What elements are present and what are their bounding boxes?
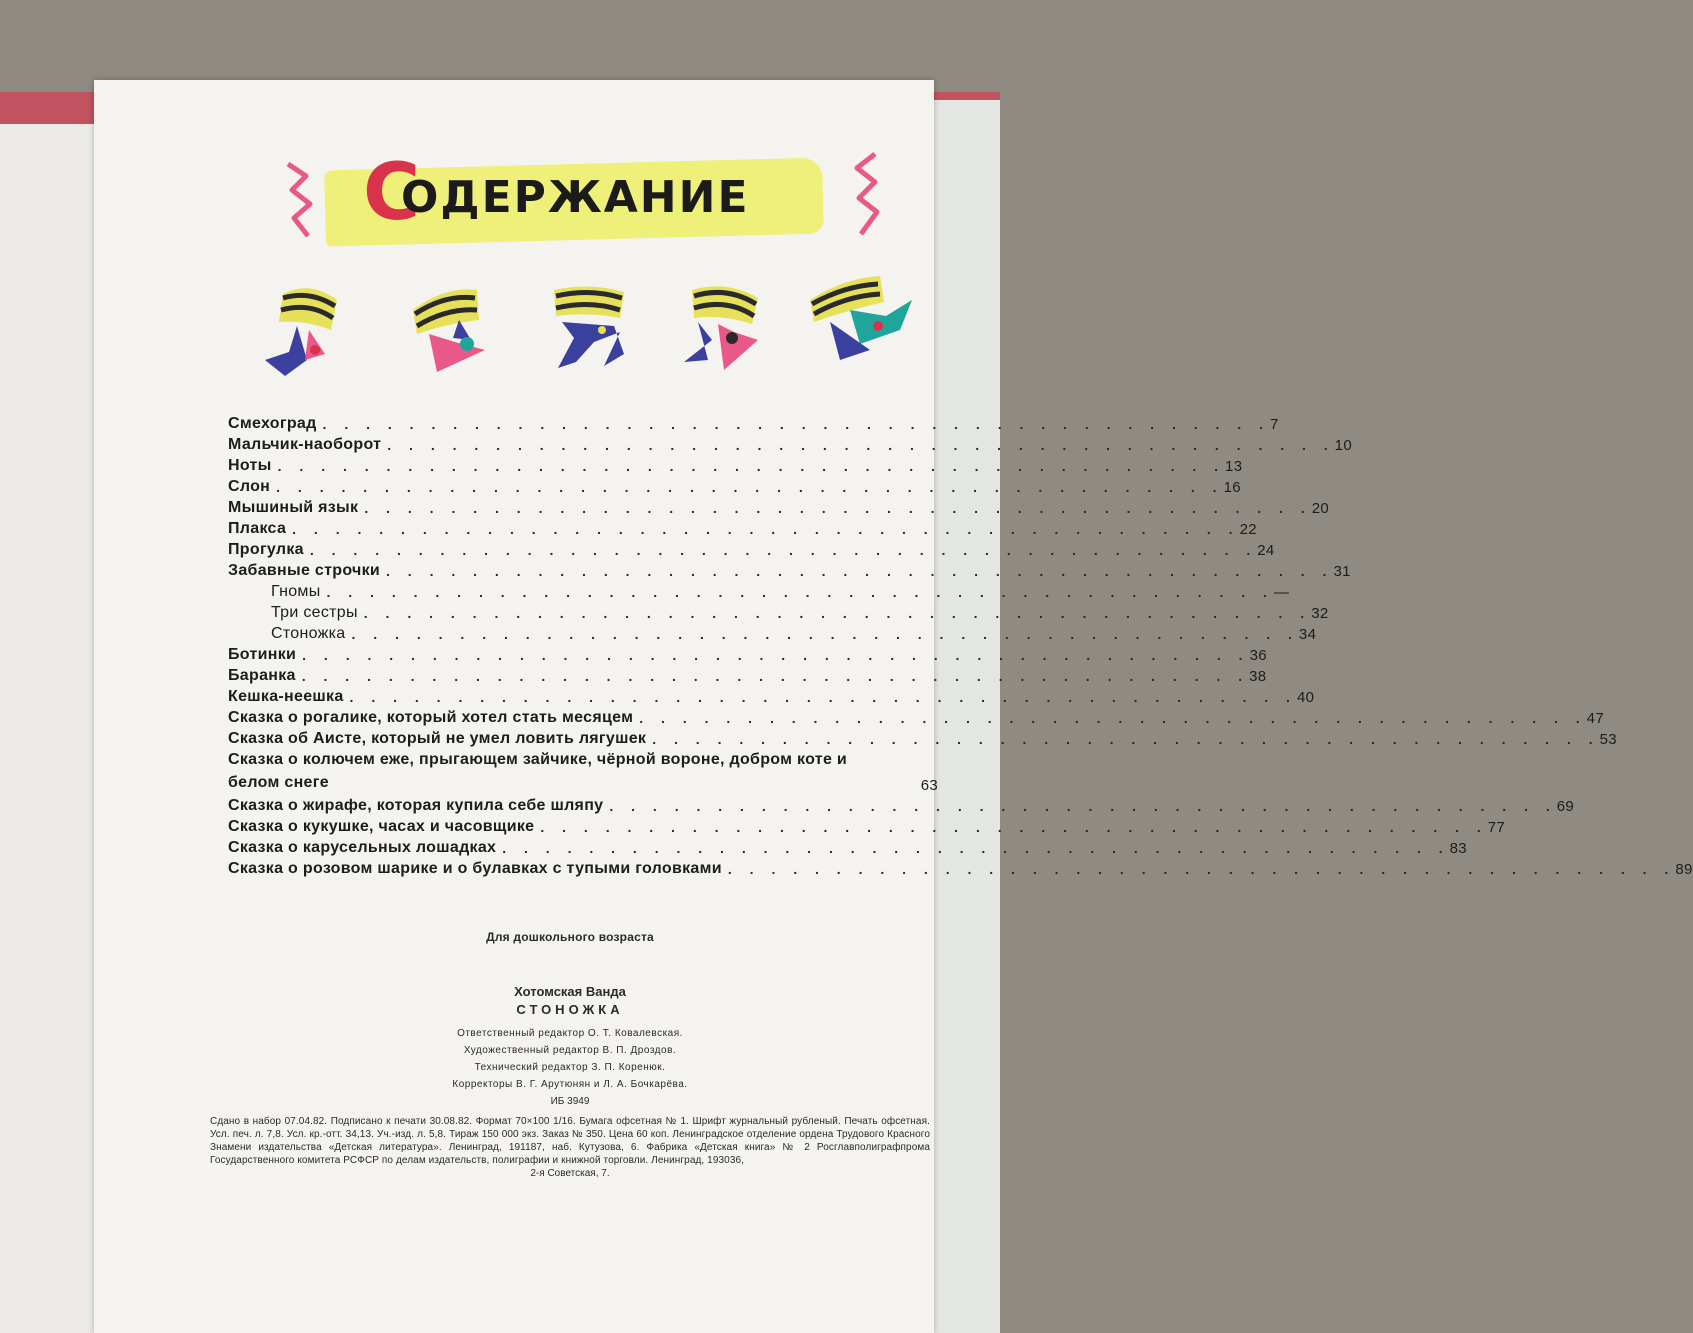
toc-leader-dots: . . . . . . . . . . . . . . . . . . . . . . . . . . . . . . . . . . . . . . . . . . . .	[349, 689, 1297, 705]
toc-entry	[228, 454, 1243, 475]
toc-entry-page: 34	[1298, 626, 1317, 643]
toc-entry	[228, 794, 1575, 815]
toc-leader-dots: . . . . . . . . . . . . . . . . . . . . . . . . . . . . . . . . . . . . . . . . . . . .	[387, 437, 1335, 453]
figure-5-illustration	[800, 270, 920, 370]
toc-entry-title: Плакса	[228, 520, 287, 537]
toc-leader-dots: . . . . . . . . . . . . . . . . . . . . . . . . . . . . . . . . . . . . . . . . . . . .	[386, 563, 1334, 579]
toc-leader-dots: . . . . . . . . . . . . . . . . . . . . . . . . . . . . . . . . . . . . . . . . . . . .	[652, 731, 1600, 747]
toc-entry-title: Три сестры	[271, 604, 358, 621]
toc-leader-dots: . . . . . . . . . . . . . . . . . . . . . . . . . . . . . . . . . . . . . . . . . . . .	[351, 626, 1299, 642]
editor-line: Корректоры В. Г. Арутюнян и Л. А. Бочкарёва.	[452, 1079, 688, 1090]
toc-entry	[228, 433, 1352, 454]
toc-entry-title: Гномы	[271, 583, 321, 600]
toc-leader-dots	[894, 748, 904, 750]
toc-leader-dots: . . . . . . . . . . . . . . . . . . . . . . . . . . . . . . . . . . . . . . . . . . . .	[322, 416, 1270, 432]
toc-entry-page: 16	[1223, 479, 1241, 496]
toc-leader-dots: . . . . . . . . . . . . . . . . . . . . . . . . . . . . . . . . . . . . . . . . . . . .	[727, 861, 1676, 877]
toc-entry-title: Сказка о колючем еже, прыгающем зайчике, чёрной вороне, добром коте и белом снеге	[228, 751, 848, 791]
toc-entry	[228, 836, 1467, 857]
toc-entry-page: 89	[1675, 861, 1693, 878]
toc-entry-title: Баранка	[228, 667, 296, 684]
toc-entry-page: 31	[1333, 563, 1351, 580]
toc-leader-dots: . . . . . . . . . . . . . . . . . . . . . . . . . . . . . . . . . . . . . . . . . . . .	[276, 479, 1224, 495]
toc-entry-page: —	[1273, 584, 1290, 601]
toc-entry-title: Сказка об Аисте, который не умел ловить лягушек	[228, 730, 647, 747]
toc-leader-dots: . . . . . . . . . . . . . . . . . . . . . . . . . . . . . . . . . . . . . . . . . . . .	[364, 500, 1312, 516]
toc-entry-page: 83	[1449, 840, 1467, 857]
toc-leader-dots: . . . . . . . . . . . . . . . . . . . . . . . . . . . . . . . . . . . . . . . . . . . .	[309, 542, 1258, 558]
toc-entry	[228, 601, 1329, 622]
toc-leader-dots: . . . . . . . . . . . . . . . . . . . . . . . . . . . . . . . . . . . . . . . . . . . .	[302, 647, 1250, 663]
toc-entry	[228, 538, 1275, 559]
toc-leader-dots: . . . . . . . . . . . . . . . . . . . . . . . . . . . . . . . . . . . . . . . . . . . .	[639, 710, 1587, 726]
toc-entry-title: Забавные строчки	[228, 562, 381, 579]
toc-entry-title: Ноты	[228, 457, 272, 474]
toc-entry-page: 47	[1586, 710, 1604, 727]
toc-entry	[228, 857, 1693, 878]
toc-entry	[228, 580, 1290, 601]
toc-entry-page: 77	[1487, 819, 1506, 836]
figure-3-illustration	[540, 282, 640, 382]
toc-entry-page: 22	[1239, 521, 1257, 538]
toc-leader-dots: . . . . . . . . . . . . . . . . . . . . . . . . . . . . . . . . . . . . . . . . . . . .	[277, 458, 1226, 474]
book-title: СТОНОЖКА	[516, 1002, 624, 1017]
publication-details: Сдано в набор 07.04.82. Подписано к печати 30.08.82. Формат 70×100 1/16. Бумага офсетная № 1. Шрифт журнальный рубленый. Печать офсетная. Усл. печ. л. 7,8. Усл. кр.-отт. 34,13. Уч.-изд. л. 5,8. Тираж 150 000 экз. Заказ № 350. Цена 60 коп. Ленинградское отделение ордена Трудового Красного Знамени издательства «Детская литература». Ленинград, 191187, наб. Кутузова, 6. Фабрика «Детская книга» № 2 Росглавполиграфпрома Государственного комитета РСФСР по делам издательств, полиграфии и книжной торговли. Ленинград, 193036,	[210, 1116, 930, 1166]
toc-entry-title: Мышиный язык	[228, 499, 359, 516]
toc-entry-page: 69	[1556, 798, 1575, 815]
toc-entry-page: 53	[1599, 731, 1617, 748]
toc-entry	[228, 727, 1617, 748]
left-page-edge	[0, 124, 97, 1333]
toc-entry-title: Смехоград	[228, 415, 317, 432]
toc-entry-page: 63	[920, 777, 938, 794]
age-note: Для дошкольного возраста	[486, 930, 654, 944]
toc-entry-title: Прогулка	[228, 541, 304, 558]
toc-leader-dots: . . . . . . . . . . . . . . . . . . . . . . . . . . . . . . . . . . . . . . . . . . . .	[502, 840, 1450, 856]
toc-entry	[228, 685, 1315, 706]
toc-entry	[228, 475, 1241, 496]
toc-entry	[228, 559, 1351, 580]
toc-entry-title: Сказка о карусельных лошадках	[228, 839, 497, 856]
toc-leader-dots: . . . . . . . . . . . . . . . . . . . . . . . . . . . . . . . . . . . . . . . . . . . .	[363, 605, 1312, 621]
imprint-block	[210, 930, 930, 1180]
toc-entry	[228, 706, 1604, 727]
toc-entry-page: 38	[1249, 668, 1267, 685]
toc-entry-title: Сказка о розовом шарике и о булавках с тупыми головками	[228, 860, 722, 877]
toc-entry-title: Кешка-неешка	[228, 688, 344, 705]
toc-entry-page: 7	[1269, 416, 1279, 433]
toc-entry-page: 36	[1249, 647, 1267, 664]
toc-entry-title: Сказка о рогалике, который хотел стать месяцем	[228, 709, 634, 726]
toc-entry-page: 13	[1225, 458, 1243, 475]
ib-number: ИБ 3949	[550, 1096, 590, 1107]
toc-leader-dots: . . . . . . . . . . . . . . . . . . . . . . . . . . . . . . . . . . . . . . . . . . . .	[609, 798, 1557, 814]
toc-entry	[228, 412, 1279, 433]
author-name: Хотомская Ванда	[514, 984, 626, 999]
toc-entry	[228, 643, 1267, 664]
editor-line: Технический редактор З. П. Коренюк.	[474, 1062, 666, 1073]
publisher-address: 2-я Советская, 7.	[530, 1168, 610, 1179]
figure-4-illustration	[672, 278, 772, 378]
toc-entry-page: 40	[1296, 689, 1315, 706]
toc-leader-dots: . . . . . . . . . . . . . . . . . . . . . . . . . . . . . . . . . . . . . . . . . . . .	[540, 819, 1488, 835]
toc-entry-page: 32	[1311, 605, 1329, 622]
toc-entry	[228, 664, 1267, 685]
toc-leader-dots: . . . . . . . . . . . . . . . . . . . . . . . . . . . . . . . . . . . . . . . . . . . .	[301, 668, 1250, 684]
figure-2-illustration	[395, 280, 500, 380]
toc-entry-title: Сказка о жирафе, которая купила себе шляпу	[228, 797, 604, 814]
toc-leader-dots: . . . . . . . . . . . . . . . . . . . . . . . . . . . . . . . . . . . . . . . . . . . .	[292, 521, 1240, 537]
contents-heading	[325, 148, 830, 244]
toc-entry-title: Стоножка	[271, 625, 346, 642]
editor-line: Ответственный редактор О. Т. Ковалевская.	[457, 1028, 683, 1039]
zigzag-right-decoration	[845, 150, 890, 240]
heading-text: ОДЕРЖАНИЕ	[401, 172, 750, 223]
toc-entry	[228, 748, 938, 794]
toc-entry	[228, 622, 1317, 643]
toc-entry-page: 10	[1334, 437, 1352, 454]
toc-leader-dots: . . . . . . . . . . . . . . . . . . . . . . . . . . . . . . . . . . . . . . . . . . . .	[326, 584, 1274, 600]
editor-line: Художественный редактор В. П. Дроздов.	[463, 1045, 677, 1056]
toc-entry-page: 24	[1257, 542, 1275, 559]
toc-entry	[228, 815, 1506, 836]
toc-entry-page: 20	[1311, 500, 1330, 517]
zigzag-left-decoration	[280, 160, 320, 240]
toc-entry	[228, 517, 1257, 538]
toc-entry-title: Ботинки	[228, 646, 297, 663]
toc-entry-title: Слон	[228, 478, 271, 495]
heading-initial: С	[363, 148, 421, 238]
figure-1-illustration	[255, 280, 355, 380]
toc-entry-title: Сказка о кукушке, часах и часовщике	[228, 818, 535, 835]
toc-entry-title: Мальчик-наоборот	[228, 436, 382, 453]
table-of-contents	[228, 412, 1693, 878]
toc-entry	[228, 496, 1330, 517]
